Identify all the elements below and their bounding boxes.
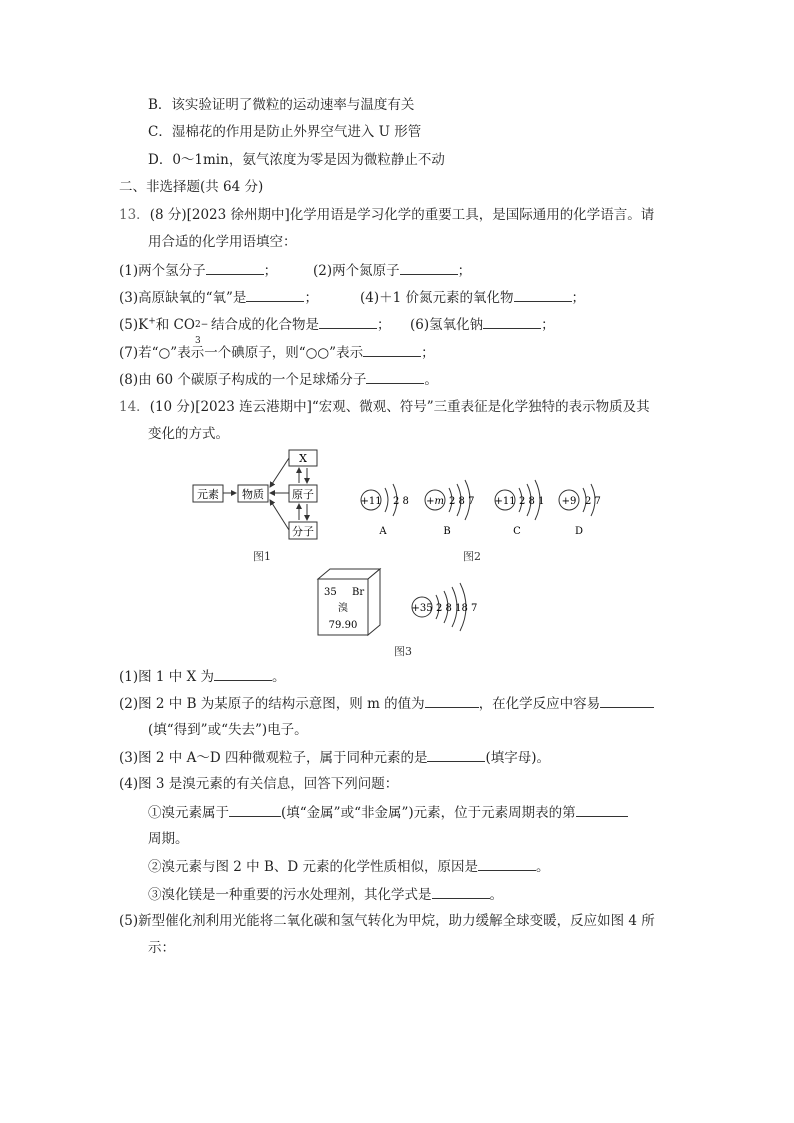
q13-item-4 (360, 287, 585, 308)
q13-item-6-text: (6)氢氧化钠 (410, 317, 484, 333)
answer-blank[interactable] (483, 314, 541, 329)
q14-part-5: (5)新型催化剂利用光能将二氧化碳和氢气转化为甲烷，助力缓解全球变暖，反应如图 4 所 (119, 913, 655, 929)
q13-item-8-text: (8)由 60 个碳原子构成的一个足球烯分子 (119, 372, 367, 388)
semicolon: ； (421, 345, 435, 361)
shell-electrons: 2 8 18 7 (436, 603, 478, 614)
q14-part-4-1-end: 周期。 (148, 831, 189, 847)
q13-item-7 (119, 342, 435, 363)
figure-3-diagram (310, 565, 485, 645)
q14-part-2-note: (填“得到”或“失去”)电子。 (148, 722, 308, 738)
atom-label: A (379, 526, 387, 537)
q13-stem (119, 205, 654, 225)
answer-blank[interactable] (427, 747, 485, 762)
q14-part-2-text-b: ，在化学反应中容易 (478, 696, 601, 712)
q14-part-5-end: 示： (148, 940, 175, 956)
semicolon: ； (457, 263, 472, 279)
q14-part-4-1-text: ①溴元素属于 (148, 805, 229, 821)
q14-stem (119, 397, 650, 417)
atom-label: B (443, 526, 451, 537)
period: 。 (536, 859, 550, 875)
q13-stem-text: (8 分)[2023 徐州期中]化学用语是学习化学的重要工具，是国际通用的化学语言。请 (149, 207, 655, 223)
superscript-plus: + (148, 316, 156, 327)
answer-blank[interactable] (400, 260, 458, 275)
answer-blank[interactable] (514, 287, 572, 302)
q13-item-5: (5)K+和 CO 2− 3 结合成的化合物是 ； (119, 314, 390, 335)
periodic-table-cell (318, 569, 380, 635)
q13-item-4-text: (4)＋1 价氮元素的氧化物 (360, 290, 514, 306)
answer-blank[interactable] (576, 802, 628, 817)
atom-a (360, 484, 408, 537)
semicolon: ； (541, 317, 555, 333)
label-wuzhi: 物质 (242, 488, 264, 501)
q13-number: 13． (119, 207, 150, 223)
atom-label: C (513, 526, 521, 537)
q13-item-5-co: 和 CO (155, 317, 195, 333)
nucleus-label: +11 (360, 496, 382, 507)
label-yuanzi: 原子 (292, 488, 314, 501)
q14-part-2-text: (2)图 2 中 B 为某原子的结构示意图，则 m 的值为 (119, 696, 425, 712)
atom-b (425, 480, 474, 537)
semicolon: ； (571, 290, 586, 306)
q13-item-7-text: (7)若“○”表示一个碘原子，则“○○”表示 (119, 345, 364, 361)
q14-number: 14． (119, 399, 150, 415)
period: 。 (272, 669, 286, 685)
q14-part-1 (119, 666, 286, 687)
atomic-mass: 79.90 (328, 620, 358, 631)
atom-c (494, 480, 544, 537)
semicolon: ； (263, 263, 278, 279)
q13-item-2-text: (2)两个氮原子 (313, 263, 400, 279)
figure-2-diagram (355, 470, 615, 540)
q12-option-c: C．湿棉花的作用是防止外界空气进入 U 形管 (148, 124, 422, 140)
atomic-number: 35 (324, 587, 337, 598)
q14-part-3 (119, 747, 550, 768)
label-yuansu: 元素 (197, 488, 219, 501)
answer-blank[interactable] (425, 693, 479, 708)
figure-3-caption: 图3 (394, 645, 412, 658)
period: 。 (424, 372, 438, 388)
q12-option-b: B．该实验证明了微粒的运动速率与温度有关 (148, 97, 415, 113)
period: 。 (489, 887, 503, 903)
q13-item-8 (119, 369, 438, 390)
answer-blank[interactable] (600, 693, 654, 708)
q13-item-2 (313, 260, 471, 281)
answer-blank[interactable] (214, 666, 272, 681)
answer-blank[interactable] (366, 369, 424, 384)
answer-blank[interactable] (478, 856, 536, 871)
answer-blank[interactable] (363, 342, 421, 357)
nucleus-label: +m (426, 496, 444, 507)
figure-1-caption: 图1 (253, 550, 271, 563)
q14-part-4-3 (148, 884, 503, 905)
q14-part-4-2 (148, 856, 550, 877)
element-symbol: Br (352, 587, 365, 598)
shell-electrons: 2 8 7 (449, 496, 475, 507)
element-name: 溴 (338, 603, 348, 614)
q13-item-1 (119, 260, 277, 281)
q14-part-1-text: (1)图 1 中 X 为 (119, 669, 214, 685)
q13-item-6 (410, 314, 555, 335)
q13-item-3 (119, 287, 318, 308)
answer-blank[interactable] (432, 884, 490, 899)
q14-part-4-3-text: ③溴化镁是一种重要的污水处理剂，其化学式是 (148, 887, 432, 903)
bromine-atom-structure (411, 583, 477, 631)
figure-1-diagram (185, 445, 325, 545)
shell-electrons: 2 8 (393, 496, 409, 507)
q12-option-d: D．0～1min，氨气浓度为零是因为微粒静止不动 (148, 152, 445, 168)
q14-part-4-1 (148, 802, 628, 823)
answer-blank[interactable] (229, 802, 281, 817)
label-fenzi: 分子 (292, 525, 314, 538)
q13-item-3-text: (3)高原缺氧的“氧”是 (119, 290, 247, 306)
label-x: X (299, 452, 307, 465)
q13-item-1-text: (1)两个氢分子 (119, 263, 206, 279)
atom-d (559, 484, 601, 537)
atom-label: D (574, 526, 584, 537)
semicolon: ； (376, 317, 391, 333)
nucleus-label: +11 (494, 496, 516, 507)
q14-part-4-2-text: ②溴元素与图 2 中 B、D 元素的化学性质相似，原因是 (148, 859, 478, 875)
answer-blank[interactable] (246, 287, 304, 302)
q13-item-5-text: 结合成的化合物是 (210, 317, 319, 333)
q13-stem-2: 用合适的化学用语填空： (148, 234, 297, 250)
arrow (270, 500, 289, 530)
answer-blank[interactable] (206, 260, 264, 275)
section-heading: 二、非选择题(共 64 分) (119, 179, 264, 195)
q14-part-4: (4)图 3 是溴元素的有关信息，回答下列问题： (119, 776, 399, 792)
q14-part-4-1-text-b: (填“金属”或“非金属”)元素，位于元素周期表的第 (281, 805, 576, 821)
q14-part-3-text-b: (填字母)。 (485, 750, 550, 766)
q14-part-3-text: (3)图 2 中 A～D 四种微观粒子，属于同种元素的是 (119, 750, 428, 766)
figure-2-caption: 图2 (463, 550, 481, 563)
q13-item-5-k: (5)K (119, 317, 149, 333)
answer-blank[interactable] (319, 314, 377, 329)
arrow (270, 458, 289, 487)
shell-electrons: 2 8 1 (519, 496, 545, 507)
q14-part-2 (119, 693, 654, 714)
q14-stem-text: (10 分)[2023 连云港期中]“宏观、微观、符号”三重表征是化学独特的表示物质及其 (149, 399, 650, 415)
semicolon: ； (304, 290, 318, 306)
nucleus-label: +9 (561, 496, 577, 507)
nucleus-label: +35 (411, 603, 433, 614)
q14-stem-2: 变化的方式。 (148, 426, 229, 442)
shell-electrons: 2 7 (585, 496, 601, 507)
